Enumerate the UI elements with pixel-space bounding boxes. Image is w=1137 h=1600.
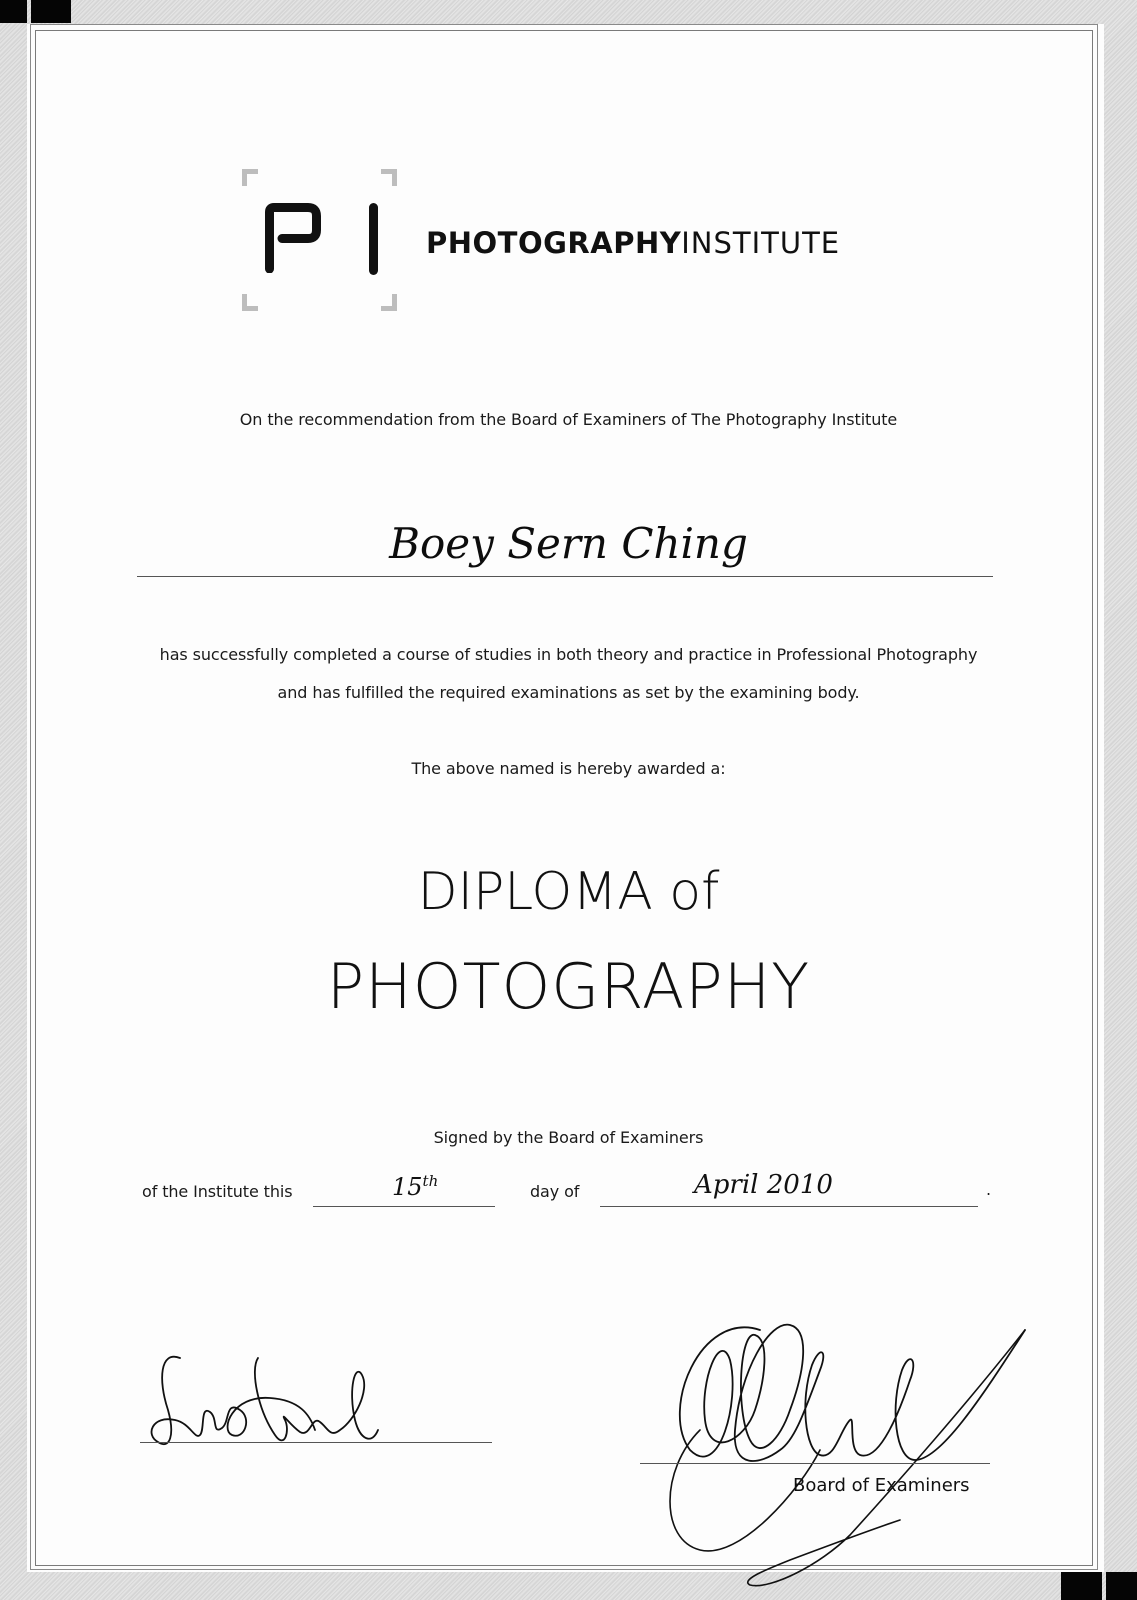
scan-corner-mark bbox=[0, 0, 27, 23]
signed-by-text: Signed by the Board of Examiners bbox=[433, 1128, 704, 1147]
day-number: 15 bbox=[392, 1173, 423, 1201]
logo-letter-p-icon bbox=[265, 203, 321, 273]
day-line bbox=[313, 1206, 495, 1207]
date-end-punctuation: . bbox=[986, 1180, 991, 1199]
completion-text-line-2: and has fulfilled the required examinations as set by the examining body. bbox=[277, 683, 860, 702]
scan-corner-mark bbox=[1106, 1572, 1137, 1600]
logo-letter-i-icon bbox=[369, 203, 378, 275]
institute-name-light: INSTITUTE bbox=[681, 226, 841, 260]
viewfinder-bracket-icon bbox=[242, 294, 247, 311]
right-signature-line bbox=[640, 1463, 990, 1464]
scan-corner-mark bbox=[31, 0, 71, 23]
date-middle-text: day of bbox=[530, 1182, 580, 1201]
date-day-value bbox=[392, 1172, 438, 1201]
award-title-line-2: PHOTOGRAPHY bbox=[326, 950, 811, 1023]
intro-text: On the recommendation from the Board of Examiners of The Photography Institute bbox=[239, 410, 898, 429]
board-of-examiners-caption: Board of Examiners bbox=[793, 1475, 970, 1496]
institute-name-bold: PHOTOGRAPHY bbox=[426, 226, 682, 260]
award-intro-text: The above named is hereby awarded a: bbox=[411, 759, 726, 778]
day-ordinal-suffix: th bbox=[422, 1172, 439, 1190]
completion-text-line-1: has successfully completed a course of studies in both theory and practice in Professional Photography bbox=[159, 645, 978, 664]
left-signature-icon bbox=[140, 1350, 400, 1460]
left-signature-line bbox=[140, 1442, 492, 1443]
viewfinder-bracket-icon bbox=[392, 294, 397, 311]
viewfinder-bracket-icon bbox=[392, 169, 397, 186]
viewfinder-bracket-icon bbox=[242, 169, 247, 186]
month-year-line bbox=[600, 1206, 978, 1207]
month-year-value: April 2010 bbox=[694, 1170, 833, 1200]
recipient-name-line bbox=[137, 576, 993, 577]
institute-name bbox=[426, 226, 840, 260]
scan-corner-mark bbox=[1061, 1572, 1102, 1600]
recipient-name: Boey Sern Ching bbox=[389, 519, 748, 568]
award-title-line-1: DIPLOMA of bbox=[417, 862, 720, 922]
date-prefix-text: of the Institute this bbox=[142, 1182, 293, 1201]
right-signature-icon bbox=[640, 1290, 1030, 1590]
